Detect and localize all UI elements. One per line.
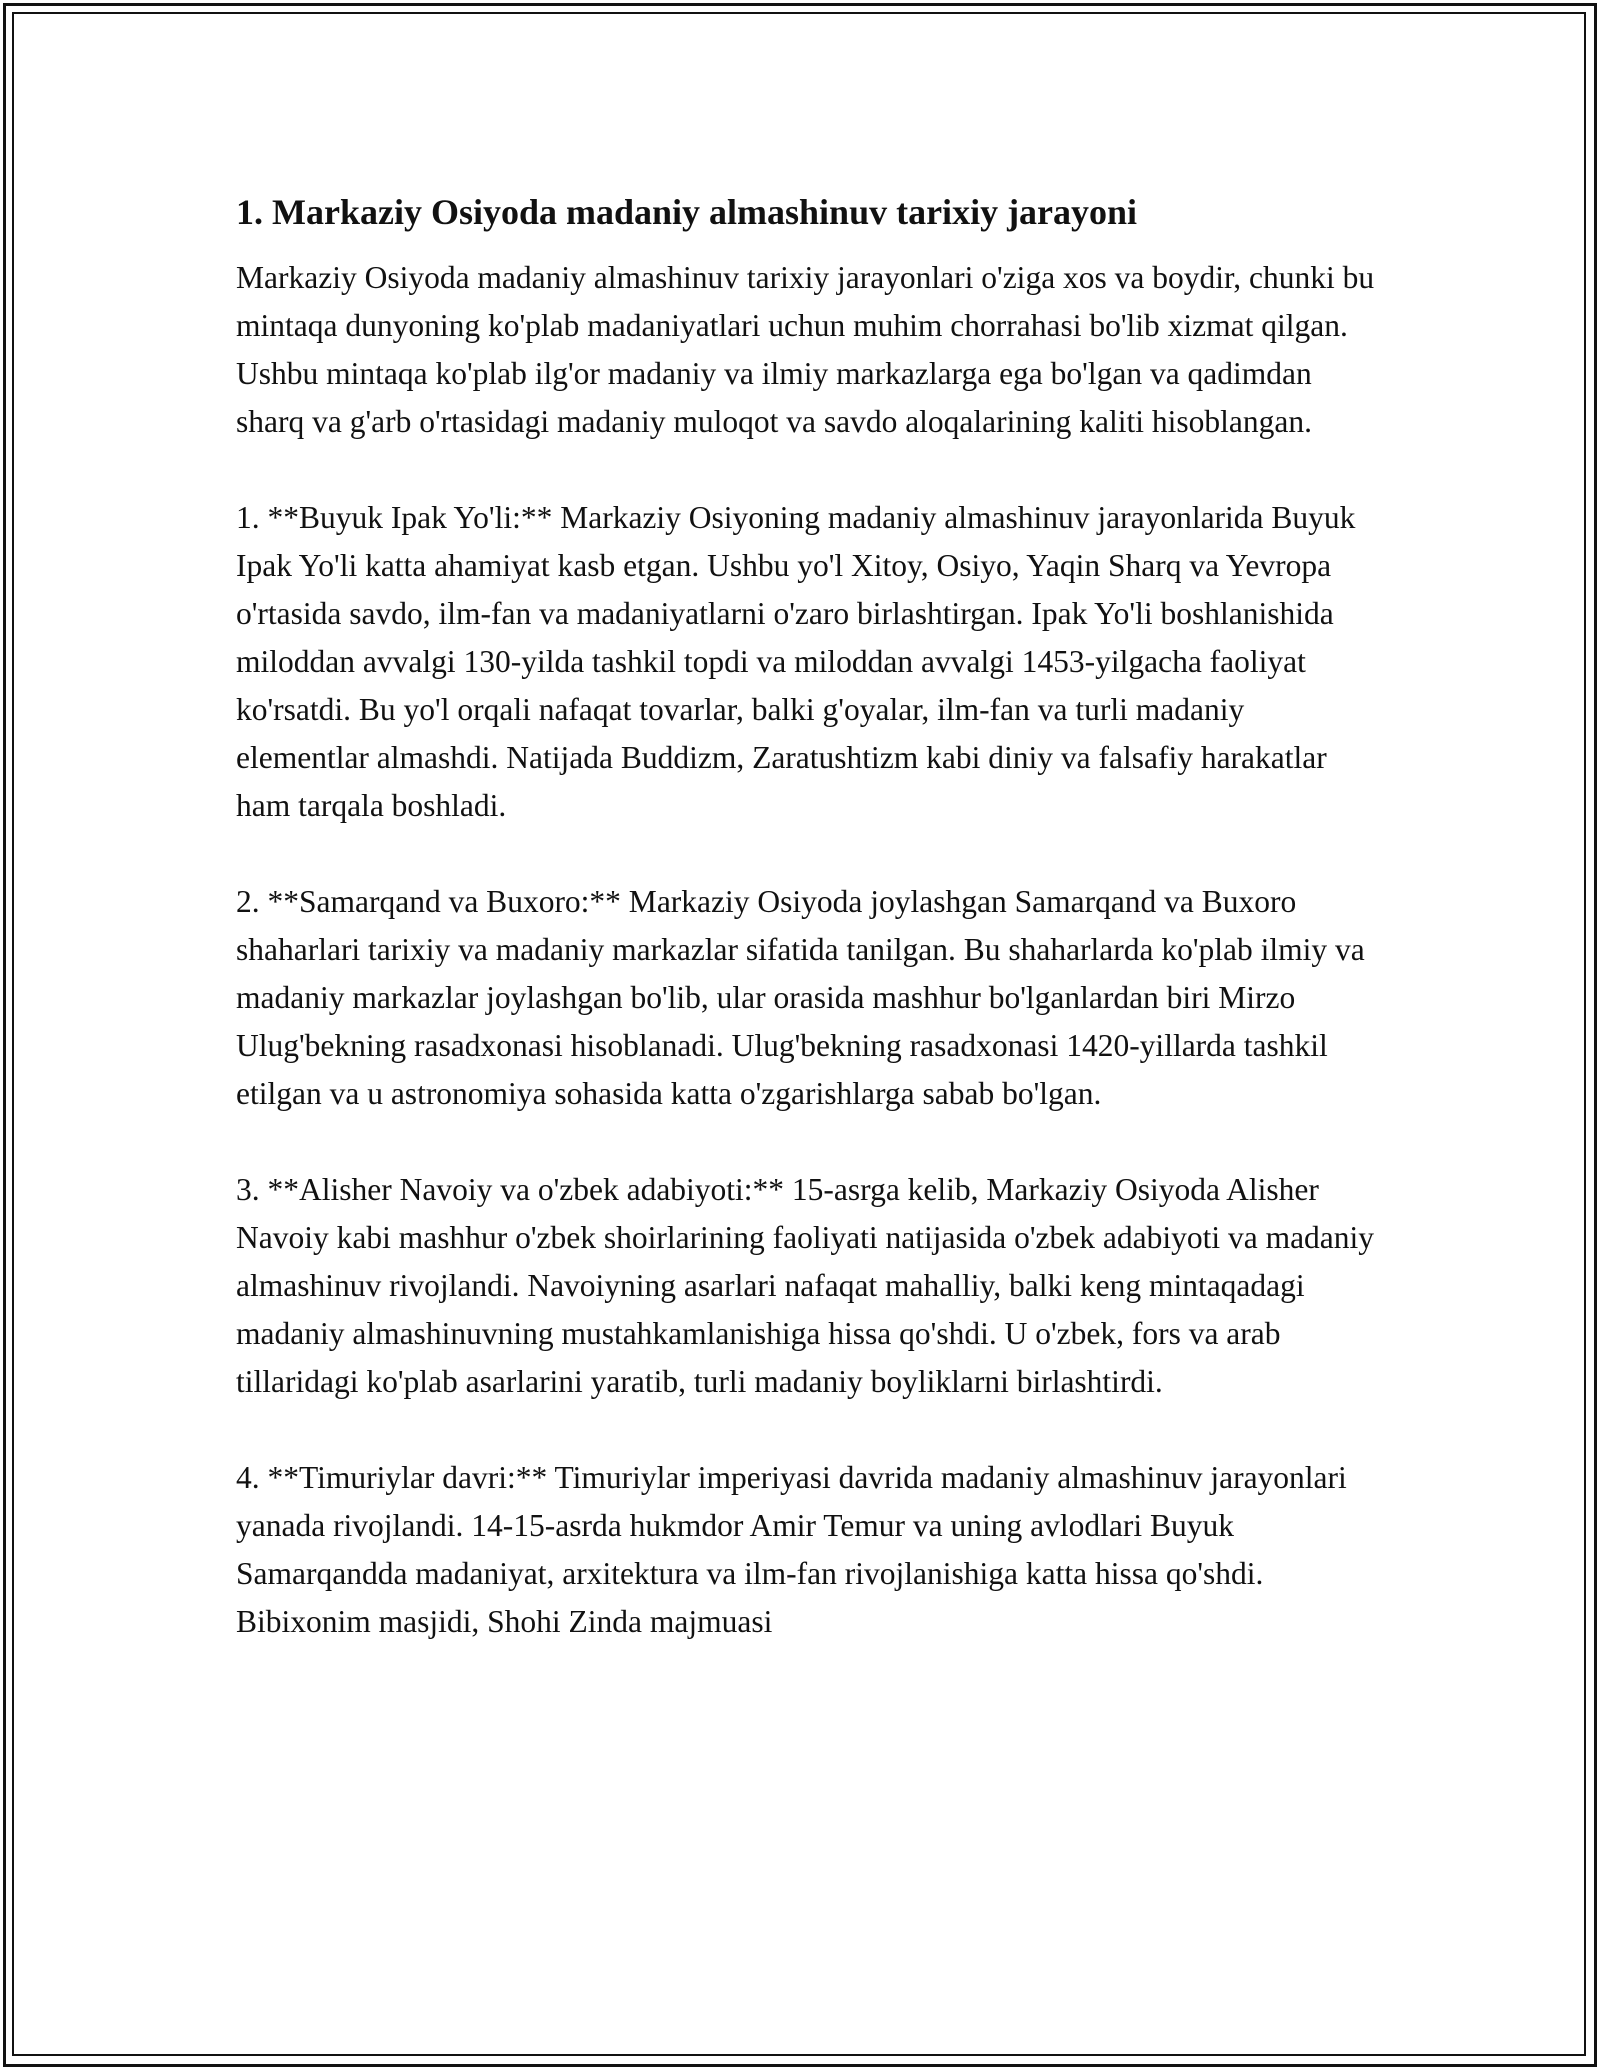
paragraph-silk-road: 1. **Buyuk Ipak Yo'li:** Markaziy Osiyoning madaniy almashinuv jarayonlarida Buyuk Ipak Yo'li katta ahamiyat kasb etgan. Ushbu yo'l Xitoy, Osiyo, Yaqin Sharq va Yevropa o'rtasida savdo, ilm-fan va madaniyatlarni o'zaro birlashtirgan. Ipak Yo'li boshlanishida miloddan avvalgi 130-yilda tashkil topdi va miloddan avvalgi 1453-yilgacha faoliyat ko'rsatdi. Bu yo'l orqali nafaqat tovarlar, balki g'oyalar, ilm-fan va turli madaniy elementlar almashdi. Natijada Buddizm, Zaratushtizm kabi diniy va falsafiy harakatlar ham tarqala boshladi.	[236, 500, 1356, 823]
document-body	[236, 186, 1376, 1646]
paragraph-samarkand-bukhara: 2. **Samarqand va Buxoro:** Markaziy Osiyoda joylashgan Samarqand va Buxoro shaharlari tarixiy va madaniy markazlar sifatida tanilgan. Bu shaharlarda ko'plab ilmiy va madaniy markazlar joylashgan bo'lib, ular orasida mashhur bo'lganlardan biri Mirzo Ulug'bekning rasadxonasi hisoblanadi. Ulug'bekning rasadxonasi 1420-yillarda tashkil etilgan va u astronomiya sohasida katta o'zgarishlarga sabab bo'lgan.	[236, 884, 1365, 1111]
document-title: 1. Markaziy Osiyoda madaniy almashinuv tarixiy jarayoni	[236, 192, 1138, 232]
paragraph-intro: Markaziy Osiyoda madaniy almashinuv tarixiy jarayonlari o'ziga xos va boydir, chunki bu mintaqa dunyoning ko'plab madaniyatlari uchun muhim chorrahasi bo'lib xizmat qilgan. Ushbu mintaqa ko'plab ilg'or madaniy va ilmiy markazlarga ega bo'lgan va qadimdan sharq va g'arb o'rtasidagi madaniy muloqot va savdo aloqalarining kaliti hisoblangan.	[236, 260, 1375, 439]
paragraph-alisher-navoi: 3. **Alisher Navoiy va o'zbek adabiyoti:** 15-asrga kelib, Markaziy Osiyoda Alisher Navoiy kabi mashhur o'zbek shoirlarining faoliyati natijasida o'zbek adabiyoti va madaniy almashinuv rivojlandi. Navoiyning asarlari nafaqat mahalliy, balki keng mintaqadagi madaniy almashinuvning mustahkamlanishiga hissa qo'shdi. U o'zbek, fors va arab tillaridagi ko'plab asarlarini yaratib, turli madaniy boyliklarni birlashtirdi.	[236, 1172, 1375, 1399]
paragraph-timurid-era: 4. **Timuriylar davri:** Timuriylar imperiyasi davrida madaniy almashinuv jarayonlari yanada rivojlandi. 14-15-asrda hukmdor Amir Temur va uning avlodlari Buyuk Samarqandda madaniyat, arxitektura va ilm-fan rivojlanishiga katta hissa qo'shdi. Bibixonim masjidi, Shohi Zinda majmuasi	[236, 1460, 1347, 1639]
